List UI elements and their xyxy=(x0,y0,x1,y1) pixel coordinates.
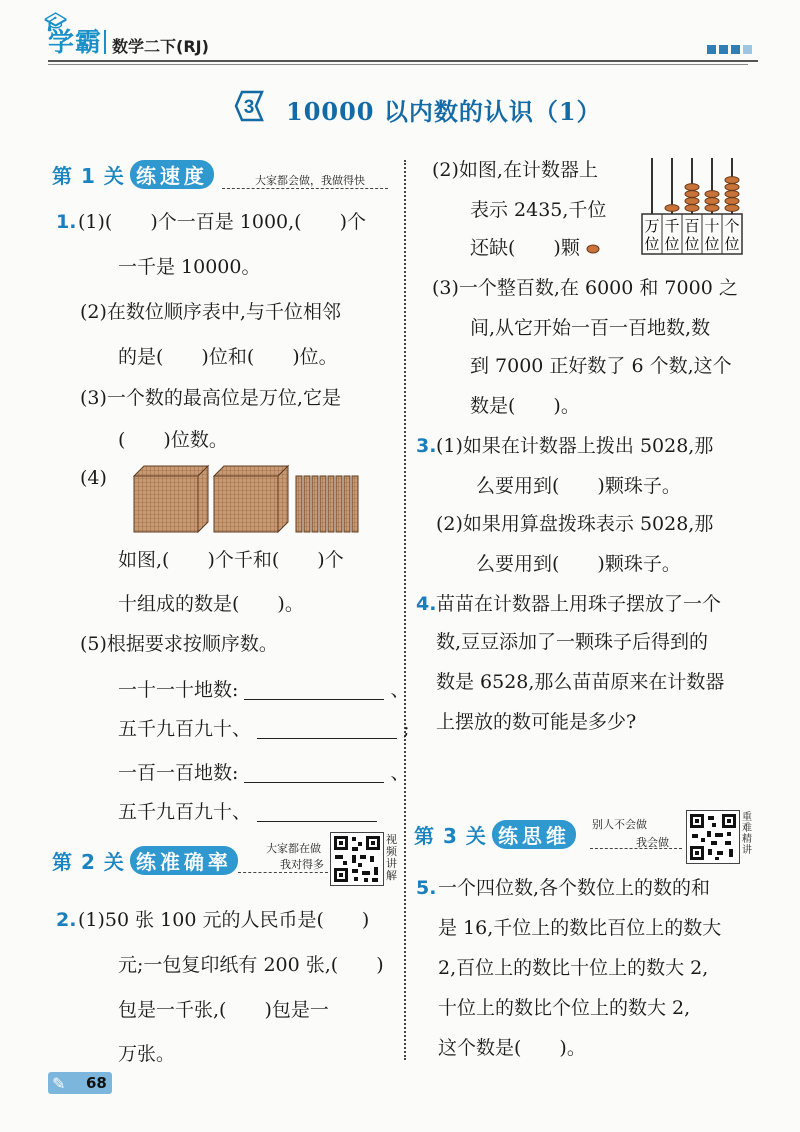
pencil-icon: ✎ xyxy=(52,1074,66,1093)
abacus-bead xyxy=(725,191,739,198)
qr-caption-lesson: 重难精讲 xyxy=(742,812,752,856)
section-2-line xyxy=(238,872,328,873)
section-2-note-1: 大家都在做 xyxy=(266,842,321,855)
q5-line1: 一个四位数,各个数位上的数的和 xyxy=(438,877,711,899)
seq-2-blank[interactable] xyxy=(257,722,397,739)
section-2-header xyxy=(52,846,238,875)
seq-1-end: 、 xyxy=(390,679,410,701)
thousand-cube-2 xyxy=(214,466,288,532)
abacus-label-char: 位 xyxy=(664,235,680,253)
q2-1-line3: 包是一千张,( )包是一 xyxy=(118,999,329,1021)
section-3-pill: 练思维 xyxy=(492,820,576,849)
abacus-bead xyxy=(705,191,719,198)
subject-label: 数学二下(RJ) xyxy=(112,37,209,56)
q1-1-line2: 一千是 10000。 xyxy=(118,256,261,278)
q4-line3: 数是 6528,那么苗苗原来在计数器 xyxy=(436,671,725,693)
q4-line1: 苗苗在计数器上用珠子摆放了一个 xyxy=(436,593,722,615)
q3-1-line2: 么要用到( )颗珠子。 xyxy=(476,475,681,497)
q1-2-line2: 的是( )位和( )位。 xyxy=(118,346,338,368)
qr-code-video[interactable] xyxy=(330,832,384,886)
header-rule-thin xyxy=(48,64,748,65)
q2-2-line1: (2)如图,在计数器上 xyxy=(432,159,598,181)
abacus-place-labels xyxy=(644,217,739,253)
q2-3-line1: (3)一个整百数,在 6000 和 7000 之 xyxy=(432,277,738,299)
seq-line-3 xyxy=(118,763,410,783)
q4-number: 4. xyxy=(416,593,437,615)
q5-line5: 这个数是( )。 xyxy=(438,1037,586,1059)
q2-2-line3 xyxy=(470,238,600,258)
seq-line-2 xyxy=(118,719,410,739)
section-2-number: 第 2 关 xyxy=(52,850,125,874)
qr-caption-video: 视频讲解 xyxy=(386,833,397,882)
section-3-number: 第 3 关 xyxy=(414,824,487,848)
abacus-label-char: 位 xyxy=(644,235,660,253)
thousand-cube-1 xyxy=(134,466,208,532)
q1-2-line1: (2)在数位顺序表中,与千位相邻 xyxy=(80,301,341,323)
q2-3-line3: 到 7000 正好数了 6 个数,这个 xyxy=(470,355,732,377)
brand-logo xyxy=(44,12,103,59)
seq-4-blank[interactable] xyxy=(257,805,377,822)
seq-2-text: 五千九百九十、 xyxy=(118,718,252,740)
q2-1-line2: 元;一包复印纸有 200 张,( ) xyxy=(118,954,384,976)
abacus-bead xyxy=(725,184,739,191)
section-3-note-1: 别人不会做 xyxy=(592,818,647,831)
counting-frame-figure xyxy=(640,156,750,256)
abacus-bead xyxy=(725,198,739,205)
ten-rods xyxy=(296,476,358,532)
q1-4-line2: 十组成的数是( )。 xyxy=(118,593,304,615)
abacus-label-char: 位 xyxy=(724,235,740,253)
abacus-bead xyxy=(705,198,719,205)
q5-line4: 十位上的数比个位上的数大 2, xyxy=(438,997,691,1019)
q3-2-line2: 么要用到( )颗珠子。 xyxy=(476,553,681,575)
graduation-cap-icon: 🎓︎ xyxy=(44,12,68,33)
seq-2-end: ; xyxy=(403,718,410,740)
header-rule xyxy=(48,60,758,62)
abacus-bead xyxy=(705,205,719,212)
q1-5-label: (5)根据要求按顺序数。 xyxy=(80,633,278,655)
q2-2-line3-text: 还缺( )颗 xyxy=(470,237,580,259)
page-title: 10000 以内数的认识（1） xyxy=(286,97,602,126)
abacus-bead xyxy=(685,184,699,191)
q2-3-line4: 数是( )。 xyxy=(470,395,580,417)
q1-1-line1: (1)( )个一百是 1000,( )个 xyxy=(78,211,366,233)
q3-2-line1: (2)如果用算盘拨珠表示 5028,那 xyxy=(436,513,714,535)
seq-3-text: 一百一百地数: xyxy=(118,762,239,784)
header-separator xyxy=(104,30,106,54)
abacus-label-char: 万 xyxy=(644,217,660,235)
abacus-bead xyxy=(665,205,679,212)
qr-code-lesson[interactable] xyxy=(686,810,740,864)
q2-3-line2: 间,从它开始一百一百地数,数 xyxy=(470,317,711,339)
base-ten-blocks-figure xyxy=(130,462,390,534)
seq-3-end: 、 xyxy=(390,762,410,784)
unit-number: 3 xyxy=(243,97,255,118)
q5-line3: 2,百位上的数比十位上的数大 2, xyxy=(438,957,709,979)
q4-line2: 数,豆豆添加了一颗珠子后得到的 xyxy=(436,631,709,653)
section-1-line xyxy=(222,188,388,189)
header-squares xyxy=(707,45,752,54)
abacus-bead xyxy=(725,177,739,184)
section-3-header xyxy=(414,820,576,849)
section-3-note-2: 我会做 xyxy=(636,836,669,849)
unit-badge xyxy=(232,90,266,122)
abacus-label-char: 个 xyxy=(724,217,740,235)
q2-1-line4: 万张。 xyxy=(118,1043,176,1065)
section-1-note: 大家都会做，我做得快 xyxy=(255,174,365,187)
q3-number: 3. xyxy=(416,435,437,457)
seq-4-text: 五千九百九十、 xyxy=(118,801,252,823)
q2-number: 2. xyxy=(56,909,77,931)
seq-3-blank[interactable] xyxy=(244,766,384,783)
seq-line-1 xyxy=(118,680,410,700)
section-1-number: 第 1 关 xyxy=(52,164,125,188)
section-3-line xyxy=(590,848,682,849)
column-divider xyxy=(404,160,406,1060)
section-1-header xyxy=(52,160,214,189)
q1-4-line1: 如图,( )个千和( )个 xyxy=(118,549,344,571)
q1-3-line2: ( )位数。 xyxy=(118,429,228,451)
q1-4-label: (4) xyxy=(80,467,107,489)
seq-line-4 xyxy=(118,802,377,822)
abacus-bead xyxy=(685,191,699,198)
brand-text: 学霸 xyxy=(48,28,103,58)
abacus-bead xyxy=(685,205,699,212)
abacus-bead xyxy=(685,198,699,205)
q1-3-line1: (3)一个数的最高位是万位,它是 xyxy=(80,387,341,409)
abacus-label-char: 位 xyxy=(684,235,700,253)
q2-2-line2: 表示 2435,千位 xyxy=(470,199,607,221)
q1-number: 1. xyxy=(56,211,77,233)
q3-1-line1: (1)如果在计数器上拨出 5028,那 xyxy=(436,435,714,457)
section-2-note-2: 我对得多 xyxy=(280,858,324,871)
seq-1-text: 一十一十地数: xyxy=(118,679,239,701)
abacus-bead xyxy=(725,205,739,212)
seq-1-blank[interactable] xyxy=(244,683,384,700)
page-number: 68 xyxy=(86,1074,107,1092)
abacus-label-char: 百 xyxy=(684,217,700,235)
abacus-label-char: 千 xyxy=(664,217,680,235)
q2-1-line1: (1)50 张 100 元的人民币是( ) xyxy=(78,909,370,931)
section-2-pill: 练准确率 xyxy=(130,846,238,875)
abacus-label-char: 位 xyxy=(704,235,720,253)
q5-number: 5. xyxy=(416,877,437,899)
section-1-pill: 练速度 xyxy=(130,160,214,189)
abacus-label-char: 十 xyxy=(704,217,720,235)
q5-line2: 是 16,千位上的数比百位上的数大 xyxy=(438,917,722,939)
q4-line4: 上摆放的数可能是多少? xyxy=(436,711,637,733)
bead-icon xyxy=(586,244,600,254)
abacus-beads xyxy=(665,177,739,212)
